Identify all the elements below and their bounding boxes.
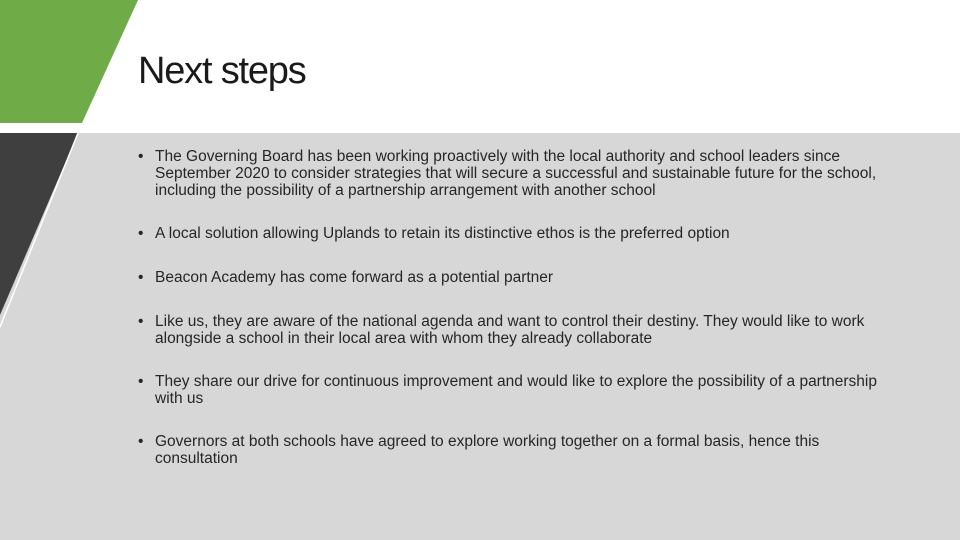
bullet-list: [138, 148, 878, 467]
bullet-item-3: • Beacon Academy has come forward as a potential partner: [138, 269, 878, 286]
green-accent-shape: [0, 0, 138, 123]
bullet-item-4: • Like us, they are aware of the national agenda and want to control their destiny. They would like to work alongside a school in their local area with whom they already collaborate: [138, 313, 878, 347]
bullet-item-1: • The Governing Board has been working proactively with the local authority and school leaders since September 2020 to consider strategies that will secure a successful and sustainable future for the school, including the possibility of a partnership arrangement with another school: [138, 148, 878, 199]
bullet-item-6: • Governors at both schools have agreed to explore working together on a formal basis, hence this consultation: [138, 433, 878, 467]
slide-title: Next steps: [138, 50, 306, 92]
bullet-item-2: • A local solution allowing Uplands to retain its distinctive ethos is the preferred option: [138, 225, 878, 242]
bullet-item-5: • They share our drive for continuous improvement and would like to explore the possibility of a partnership with us: [138, 373, 878, 407]
